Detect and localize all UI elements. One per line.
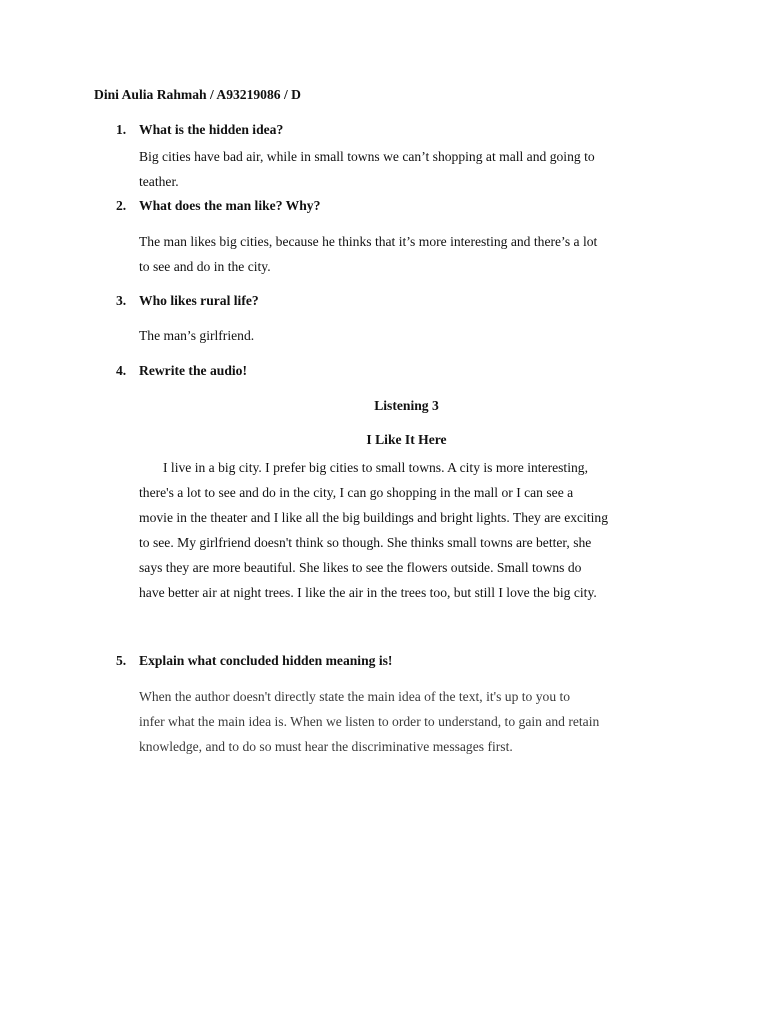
question-1: What is the hidden idea?: [139, 122, 284, 137]
question-number-4: 4.: [116, 363, 127, 378]
student-header: Dini Aulia Rahmah / A93219086 / D: [94, 87, 301, 102]
transcript-line-4: to see. My girlfriend doesn't think so though. She thinks small towns are better, she: [139, 535, 592, 550]
question-number-3: 3.: [116, 293, 127, 308]
transcript-line-6: have better air at night trees. I like the air in the trees too, but still I love the big city.: [139, 585, 597, 600]
question-2: What does the man like? Why?: [139, 198, 321, 213]
transcript-line-1: I live in a big city. I prefer big cities to small towns. A city is more interesting,: [163, 460, 588, 475]
answer-1-line-2: teather.: [139, 174, 179, 189]
answer-2-line-2: to see and do in the city.: [139, 259, 271, 274]
answer-5-line-2: infer what the main idea is. When we listen to order to understand, to gain and retain: [139, 714, 600, 729]
listening-title: I Like It Here: [366, 432, 447, 447]
answer-5-line-3: knowledge, and to do so must hear the discriminative messages first.: [139, 739, 513, 754]
answer-2: [139, 229, 684, 279]
question-5: Explain what concluded hidden meaning is!: [139, 653, 393, 668]
listening-heading: Listening 3: [374, 398, 439, 413]
answer-1-line-1: Big cities have bad air, while in small towns we can’t shopping at mall and going to: [139, 149, 595, 164]
question-number-1: 1.: [116, 122, 127, 137]
transcript-line-3: movie in the theater and I like all the big buildings and bright lights. They are exciting: [139, 510, 608, 525]
question-3: Who likes rural life?: [139, 293, 259, 308]
answer-5-line-1: When the author doesn't directly state the main idea of the text, it's up to you to: [139, 689, 571, 704]
question-4: Rewrite the audio!: [139, 363, 247, 378]
transcript-line-5: says they are more beautiful. She likes to see the flowers outside. Small towns do: [139, 560, 582, 575]
listening-transcript: [139, 455, 684, 605]
answer-3-line-1: The man’s girlfriend.: [139, 328, 255, 343]
question-number-5: 5.: [116, 653, 127, 668]
answer-1: [139, 144, 684, 194]
answer-2-line-1: The man likes big cities, because he thinks that it’s more interesting and there’s a lot: [139, 234, 598, 249]
answer-5: [139, 684, 684, 759]
transcript-line-2: there's a lot to see and do in the city, I can go shopping in the mall or I can see a: [139, 485, 574, 500]
question-number-2: 2.: [116, 198, 127, 213]
answer-3: [139, 323, 684, 348]
